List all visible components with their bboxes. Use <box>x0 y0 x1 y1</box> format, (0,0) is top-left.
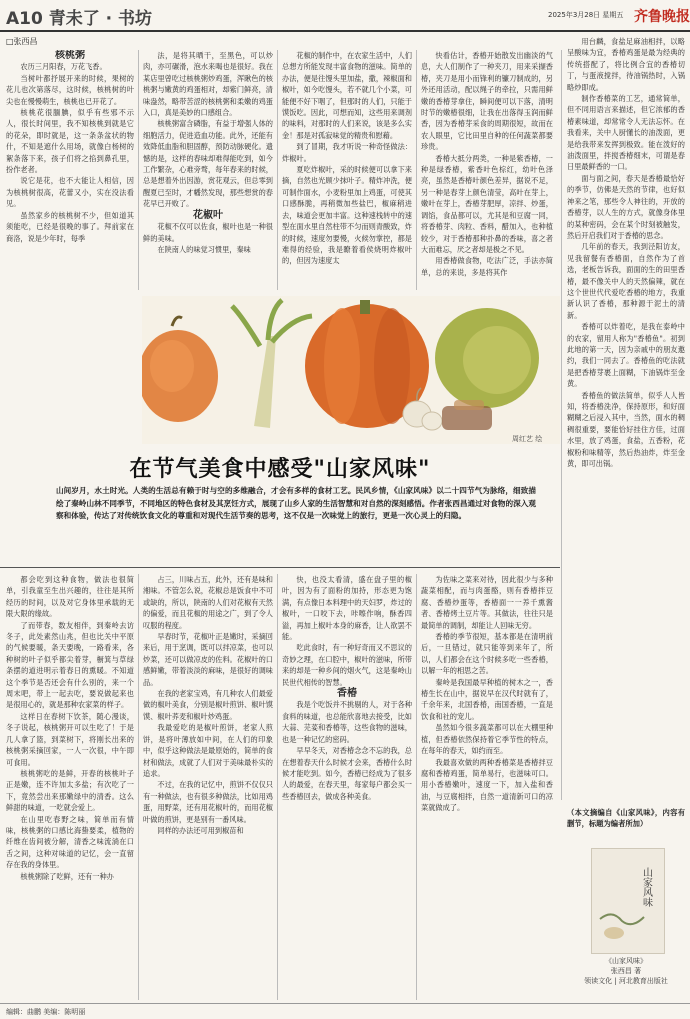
editor-credits: 编辑：曲鹏 美编：陈明丽 <box>6 1008 86 1016</box>
upper-column-4 <box>421 50 553 290</box>
paragraph: 香椿大抵分两类，一种是紫香椿，一种是绿香椿，紫香叶色棕红，幼叶色泽亮，虽然是香椿叶颜色差异，据说不足，另一种是春芽上颜色清莹，高叶在芽上，嫩叶在芽上，香椿芽肥厚，凉拌、炒蛋，调馅，食品都可以，尤其是和豆腐一同，将香椿芽、肉粒、香料，醋加入，也种植较少，对于香椿那种扑鼻的香味，喜之者大而难忘，厌之者却是极之不见。 <box>421 153 553 254</box>
paragraph: 在山里吃春野之味，简单而有情味，核桃粥的口感比海蛰要柔，植物的纤维在齿间被分解，清香之味流淌在口舌之间，这种对味道的记忆，会一直留存在我的身体里。 <box>6 814 134 870</box>
paragraph: 我最爱吃的是椒叶煎饼，老家人煎饼，是将叶薄放如中间，在人们的印象中，似乎这种做法是最原始的，简单的食材和做法，成就了人们对于美味最朴实的追求。 <box>143 723 273 778</box>
book-cover <box>591 848 665 954</box>
paragraph: 农历三月阳春，万花飞香。 <box>20 62 107 72</box>
upper-column-2 <box>143 50 273 290</box>
paragraph: 在我的老家宝鸡，有几种农人们最爱做的椒叶美食，分别是椒叶煎饼、椒叶馍馍、椒叶荞麦和椒叶炒鸡蛋。 <box>143 689 273 721</box>
book-title: 《山家风味》 <box>605 957 647 965</box>
lower-column-4 <box>421 574 553 1000</box>
section-title: A10 青未了 · 书坊 <box>6 9 153 29</box>
paragraph: 不过，在我的记忆中，煎饼不仅仅只有一种做法，也有很多种做法，比如用鸡蛋，用野菜，还有用花椒叶的，而用花椒叶做的煎饼，更是别有一番风味。 <box>143 780 273 824</box>
newspaper-logo: 齐鲁晚报 <box>634 9 690 25</box>
lower-column-1 <box>6 574 134 1000</box>
paragraph: 在陕南人的味觉习惯里，秦味 <box>157 244 251 254</box>
column-divider <box>138 574 139 1000</box>
book-info <box>567 848 685 1008</box>
excerpt-note: （本文摘编自《山家风味》，内容有删节，标题为编者所加） <box>567 808 685 828</box>
subheading-pepper-leaf: 花椒叶 <box>193 209 223 221</box>
book-cover-art <box>592 849 664 953</box>
paragraph: 用台麟，食盐足麻油相拌，以略呈酸味为宜，香椿鸡蛋是最为经典的传统搭配了，将比例合宜的香椿切丁，与蛋液搅拌，待油锅热时，入锅略炒即成。 <box>567 37 685 92</box>
column-divider <box>416 50 417 290</box>
author-byline: □张西昌 <box>6 37 38 46</box>
right-column <box>567 36 685 802</box>
paragraph: 当树叶都抒展开来的时候，果树的花儿也次第落尽，这时候，核桃树的叶尖也在慢慢萌生，核桃也已开花了。 <box>6 73 134 106</box>
book-cover-title: 山家风味 <box>640 867 652 907</box>
column-divider <box>138 50 139 290</box>
paragraph: 花椒不仅可以佐食，椒叶也是一种很鲜的美味。 <box>143 222 273 243</box>
column-divider <box>277 574 278 1000</box>
food-illustration <box>142 296 560 444</box>
paragraph: 香椿可以炸着吃，是我在泰岭中的农家，留用人称为"香椿鱼"。初到此地的第一天，因为亲戚中的朋友邀约，我们一同去了。香椿鱼的吃法就是把香椿芽裹上面糊，下油锅炸至金黄。 <box>567 322 685 389</box>
lower-column-2 <box>143 574 273 1000</box>
paragraph: 早早冬天，对香椿念念不忘的我，总在想着春天什么时候才会来，香椿什么时候才能吃到。如今，香椿已经成为了很多人的最爱，在春天里，每家每户都会买一些香椿回去，做成各种美食。 <box>282 746 412 801</box>
paragraph: 几年前的春天，我到泾阳访友，见我留餐有香椿面，自然作为了首选，老板告诉我，面面的生的田里香椿，最不像关中人的天然偏辣，就在这个世世代代爱吃香椿的地方，我重新认识了香椿，那种源于泥土的清新。 <box>567 242 685 320</box>
paragraph: 这样日在春树下饮茶，随心漫谈，冬子说起，核桃粥开可以生吃了！于是几人拿了篮，到菜树下，将刚长出来的核桃粥采摘回家，一人一次很，中午即可食用。 <box>6 711 134 767</box>
lower-column-3 <box>282 574 412 1000</box>
paragraph: 我最喜欢做的两种香椿菜是香椿拌豆腐和香椿鸡蛋，简单易行，也滋味可口。用小香椿嫩叶，速度一下，加入盐和香油，与豆腐相拌，自然一道清新可口的凉菜就做成了。 <box>421 757 553 813</box>
paragraph: 香椿的季节很短，基本都是在清明前后，一旦错过，就只能等到来年了，所以，人们都会在这个时候多吃一些香椿，以解一年的相思之苦。 <box>421 632 553 676</box>
column-divider <box>561 50 562 800</box>
column-divider <box>277 50 278 290</box>
paragraph: 虽然如今很多蔬菜都可以在大棚里种植，但香椿依然保持着它季节性的特点，在每年的春天，如约而至。 <box>421 723 553 756</box>
paragraph: 核桃粥除了吃鲜，还有一种办 <box>20 871 114 881</box>
illustration-credit: 周红艺 绘 <box>512 435 543 443</box>
column-divider <box>416 574 417 1000</box>
paragraph: 法，是将其晒干，至黑色，可以炒肉，亦可碾滑，泡水来喝也是很好。我在某店里曾吃过核桃粥炒鸡蛋，浑瞅色的核桃粥与嫩黄的鸡蛋相对，却紫门鲜亮，清味盎然，略带苦涩的核桃粥和柔嫩的鸡蛋入口，真是美妙的口感组合。 <box>143 51 273 118</box>
book-publisher: 领读文化 | 河北教育出版社 <box>584 977 668 985</box>
paragraph: 夏吃炸椒叶，采的时候便可以拿下来摘，自然也光顾少抹叶子。精炸冲洗，便可制作面水，小麦粉里加上鸡蛋，可使其口感酥脆，再稍微加些盐巴，椒麻稍进去，味道会更加丰富。这种速栈转中的速型在面水里自然柱带不匀而则青酸致，炸的时候，速度勿要慢，火候勿掌控，都是难得的经验，我是瞭着看侯烧明炸椒叶的，但因为速度太 <box>282 165 412 266</box>
paragraph: 香椿鱼的做法简单，似乎人人皆知，将香椿洗净，保持原形，和好面糊糊之后浸入其中，当然，面水的稠稠很重要，要能恰好挂住方佳，过面水里，放了鸡蛋，食盐，五香粉，花椒粉和味精等，然后热油炸，炸至金黄，即可出锅。 <box>567 390 685 469</box>
headline: 在节气美食中感受"山家风味" <box>129 456 431 482</box>
paragraph: 花椒的制作中，在农家生活中，人们总想方所能发现丰富食物的滋味。简单的办法，便是往馒头里加盐，撒，辣椒面和椒叶，如今吃馒头，若不就几个小菜，可能便不好下咽了，但那时的人们，只能于馍饭吃。因此，可想而知，这些用来调剂的味料，对那时的人们来说，该是多么实金！那是对孤寂味觉的精贵和慰藉。 <box>282 51 412 140</box>
paragraph: 制作香椿菜的工艺，通常简单，但不同用语言来描述，但它浓郁的香椿素味道，却常常令人无法忘怀。在我看来，关中人厨懂长的油泼面，更是给我带来发挥到极致。能在泼好的油泼面里，拌搅香椿细末，可谓是春日里最鲜香的一口。 <box>567 94 685 172</box>
paragraph: 用香椿做食物，吃法广泛，手法亦简单，总的来说，多是将其作 <box>421 256 553 277</box>
paragraph: 面与面之间，春天是香椿最恰好的季节，仿佛是天然的节律，也好似神来之笔，那些令人神往的，开放的香椿芽，以人生的方式，就像身体里的某种密码，会在某个时刻被触发，然后开启我们对于香椿的思念。 <box>567 173 685 240</box>
paragraph: 核桃花很腼腆，似乎有些邪不示人，很长时间里，我不知核桃到就是它的花朵，即时就是，这一条条盆状的物什，不知是遮什么用场，就像白杨树的絮条落下来，孩子们将之掐到鼻孔里，扮作老者。 <box>6 108 134 175</box>
paragraph: 早春时节，花椒叶正是嫩时，采摘回来后，用于烹调，既可以拌凉菜，也可以炒菜，还可以做凉皮的佐料。花椒叶的口感鲜嫩，带着淡淡的麻味，是很好的调味品。 <box>143 632 273 687</box>
lead-paragraph: 山间岁月，水土时光。人类的生活总有赖于时与空的多维融合，才会有多样的食材工艺。民风乡情，《山家风味》以二十四节气为脉络，细致描绘了秦岭山林不同季节，不同地区的特色食材及其烹饪方式，展现了山乡人家的生活智慧和对自然的深刻感悟。作者张西昌通过对食物的深入观察和体验，传达了对传统饮食文化的尊重和对现代生活节奏的思考，这不仅是一次味觉上的旅行，更是一次心灵上的归隐。 <box>56 486 536 520</box>
paragraph: 快看估计，香椿开始散发出幽淡的气息，大人们制作了一种夹刀，用来采撷香椿，夹刀是用小而锋利的镰刀制成的，另外还用活动，配以绳子的牵拉，只需用鲜嫩的香椿芽拿住，瞬间便可以下落，清明时节的嫩椿很细，让我在出落得玉润而鲜香，因为香椿芽采食的周期很短，故而在农人眼里，它比田里自种的任何蔬菜都要珍贵。 <box>421 51 553 152</box>
lead-divider <box>0 567 560 568</box>
book-author: 张西昌 著 <box>610 967 642 975</box>
paragraph: 了而带春，数友相伴，到秦岭去访冬子，此处素然山兆，但也比关中平原的气候要暖，条天要晚，一路看来，各种树的叶子似乎都尖着芽，橱箕与草绿条摆的道进明示着春日的熏暖。不知道这个季节是否还会有什么别的，来一个周末吧，带上一起去吃，要说做起来也是很用心的，就是那种农家菜的样子。 <box>6 620 134 710</box>
paragraph: 占三，川味占五，此外，还有是味和湘味。不管怎么说，花椒总是饭食中不可或缺的，所以，陕南的人们对花椒有天然的偏爱，而且花椒的用途之广，到了令人叹服的程度。 <box>143 575 273 630</box>
paragraph: 虽然家乡的核桃树不少，但如道其须能吃，已经是很晚的事了。拜前家在商洛，说是少年时，每季 <box>6 210 134 243</box>
paragraph: 到了冒期，我才听说一种奇怪做法：炸椒叶。 <box>282 142 412 163</box>
paragraph: 核桃粥富含磷脂，有益于增强人体的细胞活力，促进造血功能。此外，还能有效降低血脂和胆固醇，预防动脉硬化。遗憾的是，这样的春味却难得能吃到，如今工作繁杂，心难旁骛，每年春来的时候，总是想着外出因游，赏花观云，但总零到醒夏已至时，才幡然发现，那些想赏的春花早已开败了。 <box>143 119 273 209</box>
paragraph: 秦岭是我国最早种植的树木之一，香椿生长在山中，据说早在汉代时就有了，千余年来，北国香椿，南国香椿，一直是饮食和社的宠儿。 <box>421 677 553 721</box>
paragraph: 核桃粥吃的是鲜，开春的核桃叶子正是嫩，连不许加太多盐；有次吃了一下，竟然尝出来那嫩绿中的清香。这么鲜甜的味道，一吃就会爱上。 <box>6 768 134 813</box>
paragraph: 吃此食时，有一种好奇而又不思议的奇妙之理，在口腔中，椒叶的滋味，所带来的却是一种乡间的烟火气，这是秦岭山民世代相传的智慧。 <box>282 643 412 687</box>
paragraph: 都会吃到这种食物，做法也很简单，引我童至生出兴趣的，往往是其所经历的时间，以及对它身体里承载的无限大限的缘故。 <box>6 575 134 619</box>
issue-date: 2025年3月28日 星期五 <box>548 11 624 19</box>
subheading-walnut: 核桃粥 <box>55 50 85 61</box>
paragraph: 快，也没太看清，盛在盘子里的椒叶，因为有了面粉的加持，形态更为饱满，有点像日本料理中的天妇罗，炸过的椒叶，一口咬下去，咔嚓作响，酥香四溢，再加上椒叶本身的麻香，让人欲罢不能。 <box>282 575 412 642</box>
upper-column-3 <box>282 50 412 290</box>
page-footer <box>0 1003 690 1019</box>
book-caption <box>567 956 685 986</box>
paragraph: 同样的办法还可用到椒苗和 <box>157 825 244 835</box>
paragraph: 我是个吃饭并不挑剔的人，对于各种食料的味道，也总能欣喜地去接受，比如大蒜、芫荽和香椿等，这些食物的滋味，也是一种记忆的密码。 <box>282 700 412 744</box>
upper-column-1 <box>6 50 134 290</box>
subheading-toona: 香椿 <box>337 688 357 700</box>
page-header <box>0 0 690 32</box>
paragraph: 为佐味之菜来对待，因此很少与多种蔬菜相配，而与肉蛋酪，则有香椿拌豆腐、香椿炒蛋等，香椿面一一养千熏酱者、香椿烤土豆片等。其做法，往往只是最简单的调制，却能让人回味无穷。 <box>421 575 553 630</box>
paragraph: 说它是花，也不大能让人相信，因为核桃树很高，花蕾又小，实在没法看见。 <box>6 176 134 209</box>
vegetables-painting <box>142 296 560 444</box>
